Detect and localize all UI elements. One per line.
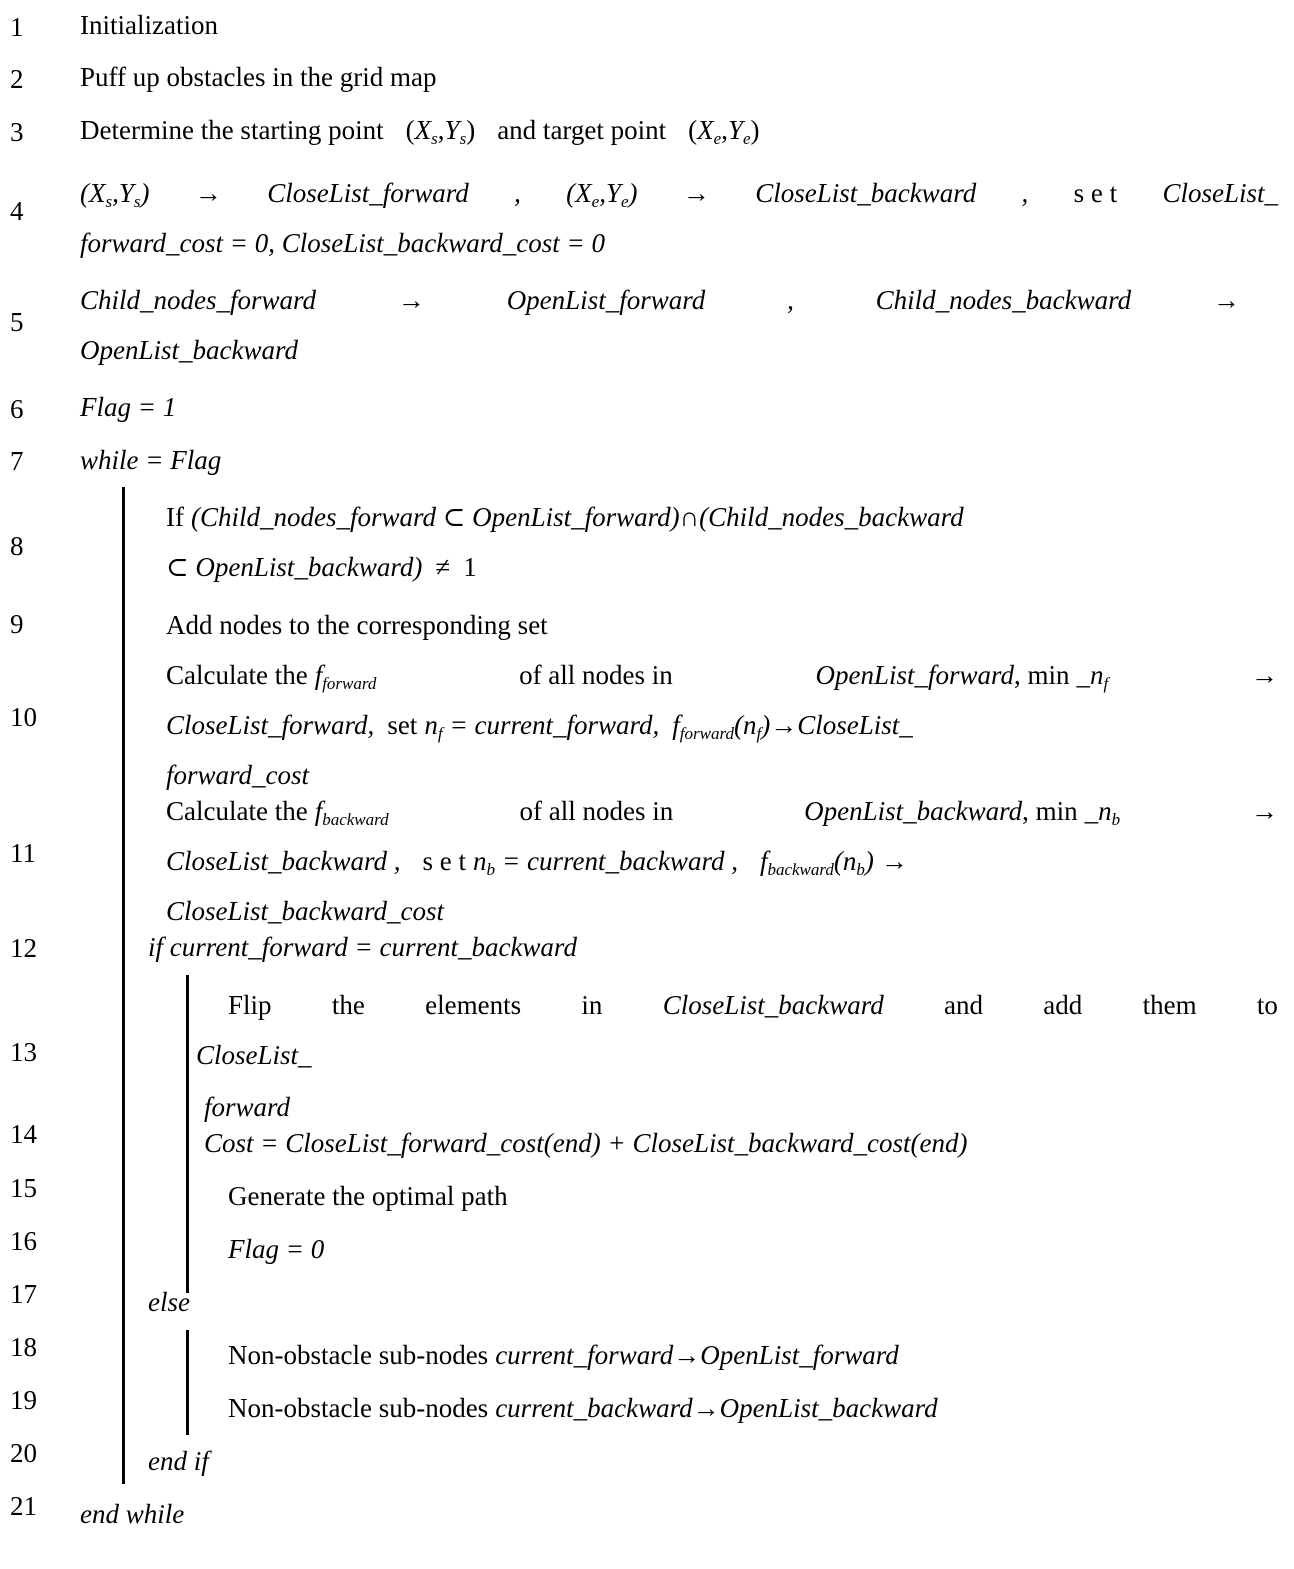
line-20-text: end if (148, 1446, 209, 1476)
line-19-lead: Non-obstacle sub-nodes (228, 1393, 489, 1423)
line-5-arrow-1: → (397, 285, 425, 315)
while-block-indent-rule (122, 487, 125, 1484)
line-5-arrow-2: → (1212, 285, 1240, 315)
line-number-2: 2 (10, 64, 24, 94)
line-13-w2: the (331, 990, 365, 1020)
line-2-text: Puff up obstacles in the grid map (80, 62, 437, 92)
line-number-10: 10 (10, 702, 37, 732)
line-number-6: 6 (10, 394, 24, 424)
line-4-arrow-1: → (194, 178, 222, 208)
line-number-18: 18 (10, 1332, 37, 1362)
line-13-closelist-backward: CloseList_backward (662, 990, 884, 1020)
line-13-w8: them (1142, 990, 1197, 1020)
line-5-row-a (80, 275, 1240, 325)
not-equal-icon: ≠ (435, 552, 451, 582)
line-19-expr: current_backward→OpenList_backward (495, 1393, 938, 1423)
line-4-arrow-2: → (682, 178, 710, 208)
line-5-openlist-forward: OpenList_forward (506, 285, 706, 315)
line-number-11: 11 (10, 838, 36, 868)
line-5-row-b: OpenList_backward (80, 335, 298, 365)
line-8-if-keyword: If (166, 502, 184, 532)
line-10-calculate: Calculate the $f_{forward}$ (166, 660, 377, 693)
line-number-5: 5 (10, 307, 24, 337)
line-11-assign: = current_backward , (502, 846, 738, 876)
line-16-text: Flag = 0 (228, 1234, 325, 1264)
line-4-comma-2: , (1021, 178, 1029, 208)
line-11-set-keyword: s e t (422, 846, 467, 876)
line-15-text: Generate the optimal path (228, 1181, 508, 1211)
line-19-text (228, 1383, 938, 1433)
line-5-child-backward: Child_nodes_backward (875, 285, 1132, 315)
line-4-row-b: forward_cost = 0, CloseList_backward_cost = 0 (80, 228, 605, 258)
line-10-row-b: CloseList_forward, set $n_f$ = current_forward, $f_{forward}(n_f)\to CloseList\_$ (166, 710, 913, 743)
line-number-17: 17 (10, 1279, 37, 1309)
line-11-arrow-a: → (1251, 796, 1278, 826)
line-13-row-a (228, 980, 1278, 1030)
line-11-arrow-b: → (880, 846, 908, 876)
line-8-condition-b: ⊂ OpenList_backward) (166, 552, 423, 582)
line-10-closelist-forward: CloseList_forward, (166, 710, 375, 740)
line-number-1: 1 (10, 12, 24, 42)
line-12-text: if current_forward = current_backward (148, 932, 577, 962)
line-3-text (80, 105, 760, 164)
line-8-condition-a: (Child_nodes_forward ⊂ OpenList_forward)∩(Child_nodes_backward (190, 502, 964, 532)
line-4-set-keyword: s e t (1073, 178, 1118, 208)
line-10-assign: = current_forward, (449, 710, 660, 740)
line-8-row-b (166, 542, 477, 592)
line-1-text: Initialization (80, 10, 218, 40)
if-block-indent-rule (186, 975, 189, 1293)
line-18-text (228, 1330, 899, 1380)
line-7-text: while = Flag (80, 445, 222, 475)
line-21-text: end while (80, 1499, 185, 1529)
line-8-row-a (166, 492, 964, 542)
else-block-indent-rule (186, 1330, 189, 1435)
line-number-19: 19 (10, 1385, 37, 1415)
line-4-closelist-forward: CloseList_forward (267, 178, 469, 208)
line-5-child-forward: Child_nodes_forward (80, 285, 317, 315)
start-point-coord: $(X_s,Y_s)$ (405, 115, 476, 148)
line-4-target-coord: $(X_e,Y_e)$ (566, 178, 638, 211)
line-5-comma: , (787, 285, 794, 315)
line-number-15: 15 (10, 1173, 37, 1203)
line-13-w4: in (581, 990, 603, 1020)
line-11-calculate: Calculate the $f_{backward}$ (166, 796, 389, 829)
line-11-openlist-backward: OpenList_backward, $\min \_n_b$ (804, 796, 1121, 829)
line-10-arrow-a: → (1250, 660, 1278, 690)
line-13-w1: Flip (228, 990, 272, 1020)
line-number-8: 8 (10, 531, 24, 561)
line-13-row-b: CloseList_ (196, 1040, 312, 1070)
line-10-row-c: forward_cost (166, 760, 310, 790)
line-number-7: 7 (10, 446, 24, 476)
line-3-mid: and target point (497, 115, 667, 145)
line-10-tail: CloseList_ (797, 710, 913, 740)
line-10-set-keyword: set (387, 710, 418, 740)
line-number-3: 3 (10, 117, 24, 147)
line-4-tail: CloseList_ (1162, 178, 1278, 208)
line-4-comma-1: , (514, 178, 521, 208)
line-13-row-c: forward (204, 1092, 291, 1122)
line-11-closelist-backward: CloseList_backward , (166, 846, 401, 876)
line-4-start-coord: $(X_s,Y_s)$ (80, 178, 150, 211)
line-number-13: 13 (10, 1037, 37, 1067)
target-point-coord: $(X_e,Y_e)$ (688, 115, 760, 148)
line-11-of-all-nodes: of all nodes in (519, 796, 674, 826)
line-number-20: 20 (10, 1438, 37, 1468)
line-14-text: Cost = CloseList_forward_cost(end) + CloseList_backward_cost(end) (204, 1128, 968, 1158)
line-number-12: 12 (10, 933, 37, 963)
line-11-row-b: CloseList_backward , s e t $n_b$ = current_backward , $f_{backward}(n_b)$ → (166, 846, 908, 879)
line-number-9: 9 (10, 609, 24, 639)
line-17-text: else (148, 1287, 190, 1317)
line-11-row-c: CloseList_backward_cost (166, 896, 445, 926)
line-6-text: Flag = 1 (80, 392, 177, 422)
line-8-value: 1 (463, 552, 477, 582)
line-number-14: 14 (10, 1119, 37, 1149)
line-18-lead: Non-obstacle sub-nodes (228, 1340, 489, 1370)
line-number-16: 16 (10, 1226, 37, 1256)
line-10-arrow-b: → (770, 710, 798, 740)
line-number-21: 21 (10, 1491, 37, 1521)
line-13-w7: add (1043, 990, 1083, 1020)
line-3-lead: Determine the starting point (80, 115, 384, 145)
line-9-text: Add nodes to the corresponding set (166, 610, 548, 640)
line-10-openlist-forward: OpenList_forward, $\min \_n_f$ (815, 660, 1109, 693)
line-13-w3: elements (425, 990, 522, 1020)
line-4-closelist-backward: CloseList_backward (755, 178, 977, 208)
line-number-4: 4 (10, 196, 24, 226)
line-13-w6: and (944, 990, 983, 1020)
line-13-w9: to (1256, 990, 1278, 1020)
line-18-expr: current_forward→OpenList_forward (495, 1340, 899, 1370)
line-10-of-all-nodes: of all nodes in (519, 660, 673, 690)
